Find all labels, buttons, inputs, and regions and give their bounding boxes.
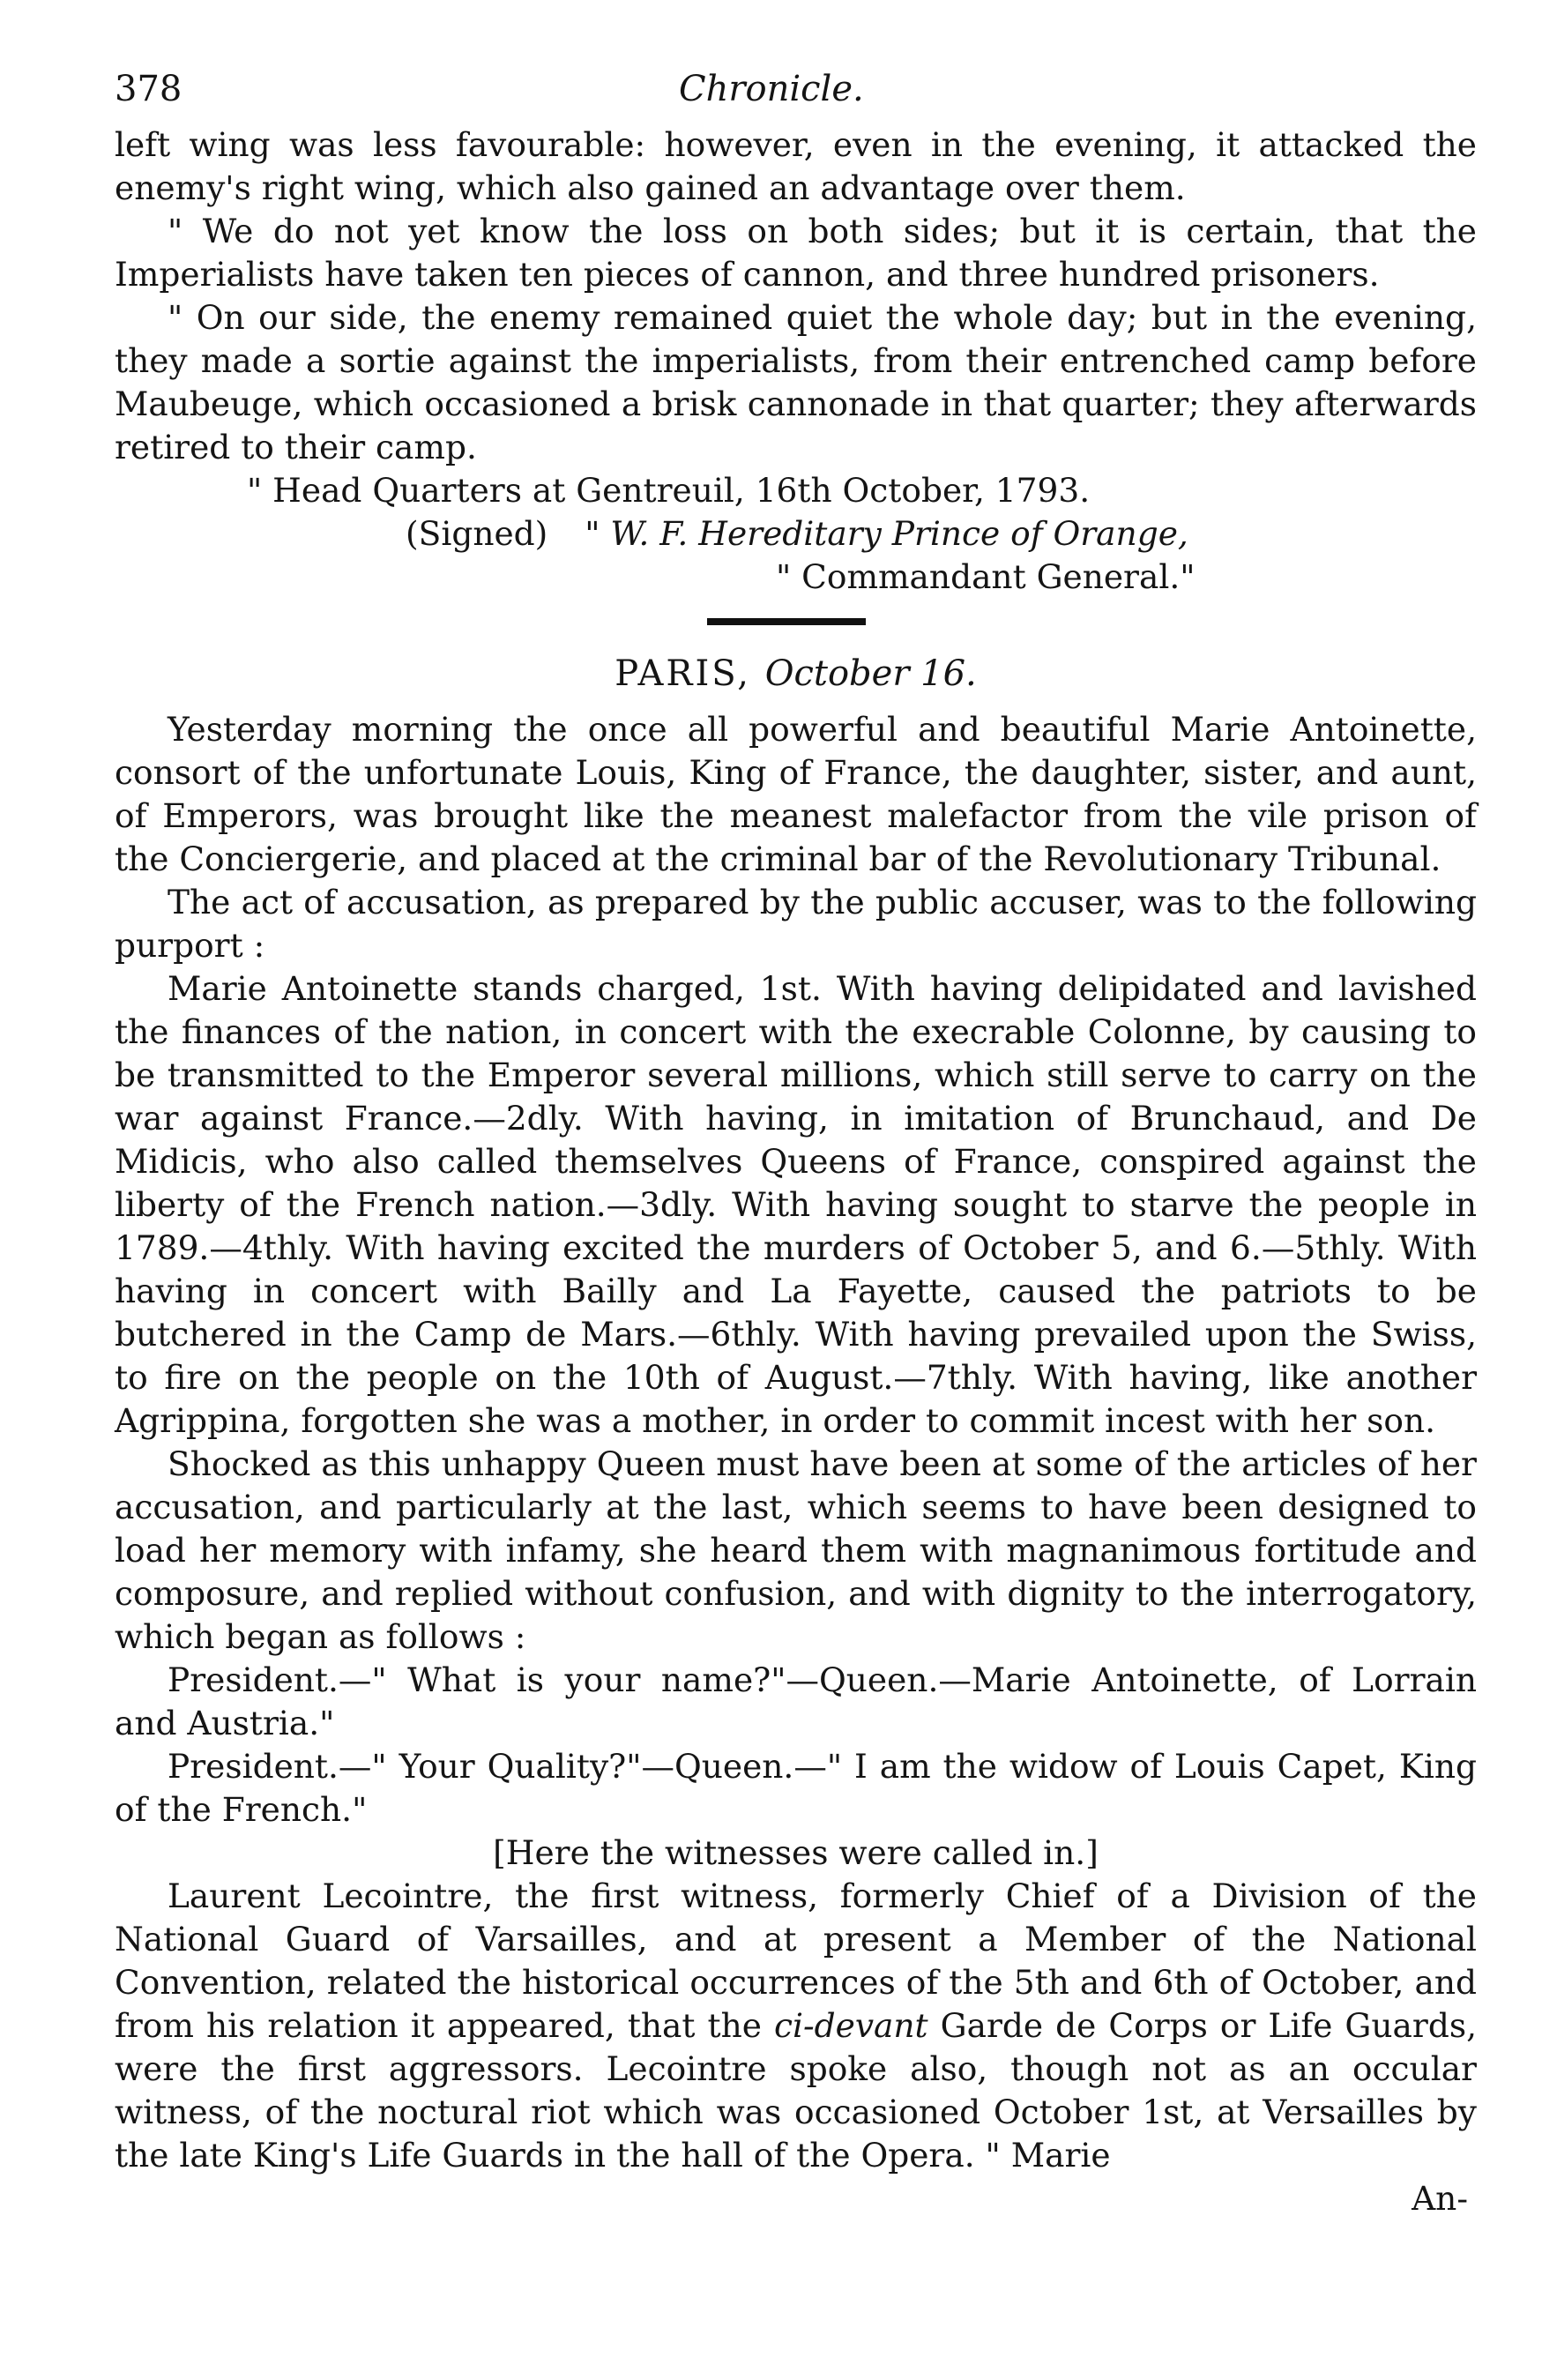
paris-paragraph-7-italic: ci-devant xyxy=(773,2006,928,2045)
signed-label: (Signed) xyxy=(406,514,548,553)
paris-paragraph-6: President.—" Your Quality?"—Queen.—" I am the widow of Louis Capet, King of the French." xyxy=(115,1747,1477,1829)
signatory-name: " W. F. Hereditary Prince of Orange, xyxy=(585,514,1188,553)
signatory-title: " Commandant General." xyxy=(776,557,1196,596)
dispatch-dateline: " Head Quarters at Gentreuil, 16th October, 1793. xyxy=(247,471,1091,510)
paris-paragraph-7-text-a: Laurent Lecointre, the first witness, formerly Chief of a Division of the National Guard of Varsailles, and at present a Member of the National Convention, related the historical occurrences of the 5th and 6th of October, and from his relation it appeared, that the xyxy=(115,1876,1477,2045)
paris-paragraph-3: Marie Antoinette stands charged, 1st. With having delipidated and lavished the finances of the nation, in concert with the execrable Colonne, by causing to be transmitted to the Emperor several millions, which still serve to carry on the war against France.—2dly. With having, in imitation of Brunchaud, and De Midicis, who also called themselves Queens of France, conspired against the liberty of the French nation.—3dly. With having sought to starve the people in 1789.—4thly. With having excited the murders of October 5, and 6.—5thly. With having in concert with Bailly and La Fayette, caused the patriots to be butchered in the Camp de Mars.—6thly. With having prevailed upon the Swiss, to fire on the people on the 10th of August.—7thly. With having, like another Agrippina, forgotten she was a mother, in order to commit incest with her son. xyxy=(115,969,1477,1440)
page-header xyxy=(115,53,1477,123)
paris-paragraph-5: President.—" What is your name?"—Queen.—Marie Antoinette, of Lorrain and Austria." xyxy=(115,1660,1477,1742)
paris-paragraph-7 xyxy=(115,1875,1477,2177)
paris-paragraph-2: The act of accusation, as prepared by the public accuser, was to the following purport : xyxy=(115,883,1477,965)
paris-paragraph-7-text-b: Garde de Corps or Life Guards, were the first aggressors. Lecointre spoke also, though not as an occular witness, of the noctural riot which was occasioned October 1st, at Versailles by the late King's Life Guards in the hall of the Opera. " Marie xyxy=(115,2006,1477,2175)
catchword: An- xyxy=(1412,2179,1468,2218)
bracketed-note: [Here the witnesses were called in.] xyxy=(493,1833,1099,1872)
dispatch-paragraph-3: " On our side, the enemy remained quiet the whole day; but in the evening, they made a sortie against the imperialists, from their entrenched camp before Maubeuge, which occasioned a brisk cannonade in that quarter; they afterwards retired to their camp. xyxy=(115,298,1477,466)
paris-paragraph-4: Shocked as this unhappy Queen must have been at some of the articles of her accusation, and particularly at the last, which seems to have been designed to load her memory with infamy, she heard them with magnanimous fortitude and composure, and replied without confusion, and with dignity to the interrogatory, which began as follows : xyxy=(115,1444,1477,1656)
section-heading xyxy=(115,652,1477,696)
running-head: Chronicle. xyxy=(679,69,864,109)
section-divider xyxy=(707,618,866,625)
page-number: 378 xyxy=(115,69,183,109)
section-heading-date: October 16. xyxy=(764,653,977,694)
section-heading-place: PARIS, xyxy=(615,653,751,694)
dispatch-paragraph-1: left wing was less favourable: however, even in the evening, it attacked the enemy's right wing, which also gained an advantage over them. xyxy=(115,125,1477,207)
dispatch-signature xyxy=(115,512,1477,556)
paris-paragraph-1: Yesterday morning the once all powerful and beautiful Marie Antoinette, consort of the unfortunate Louis, King of France, the daughter, sister, and aunt, of Emperors, was brought like the meanest malefactor from the vile prison of the Conciergerie, and placed at the criminal bar of the Revolutionary Tribunal. xyxy=(115,710,1477,878)
dispatch-paragraph-2: " We do not yet know the loss on both sides; but it is certain, that the Imperialists have taken ten pieces of cannon, and three hundred prisoners. xyxy=(115,212,1477,294)
page xyxy=(115,53,1477,2220)
